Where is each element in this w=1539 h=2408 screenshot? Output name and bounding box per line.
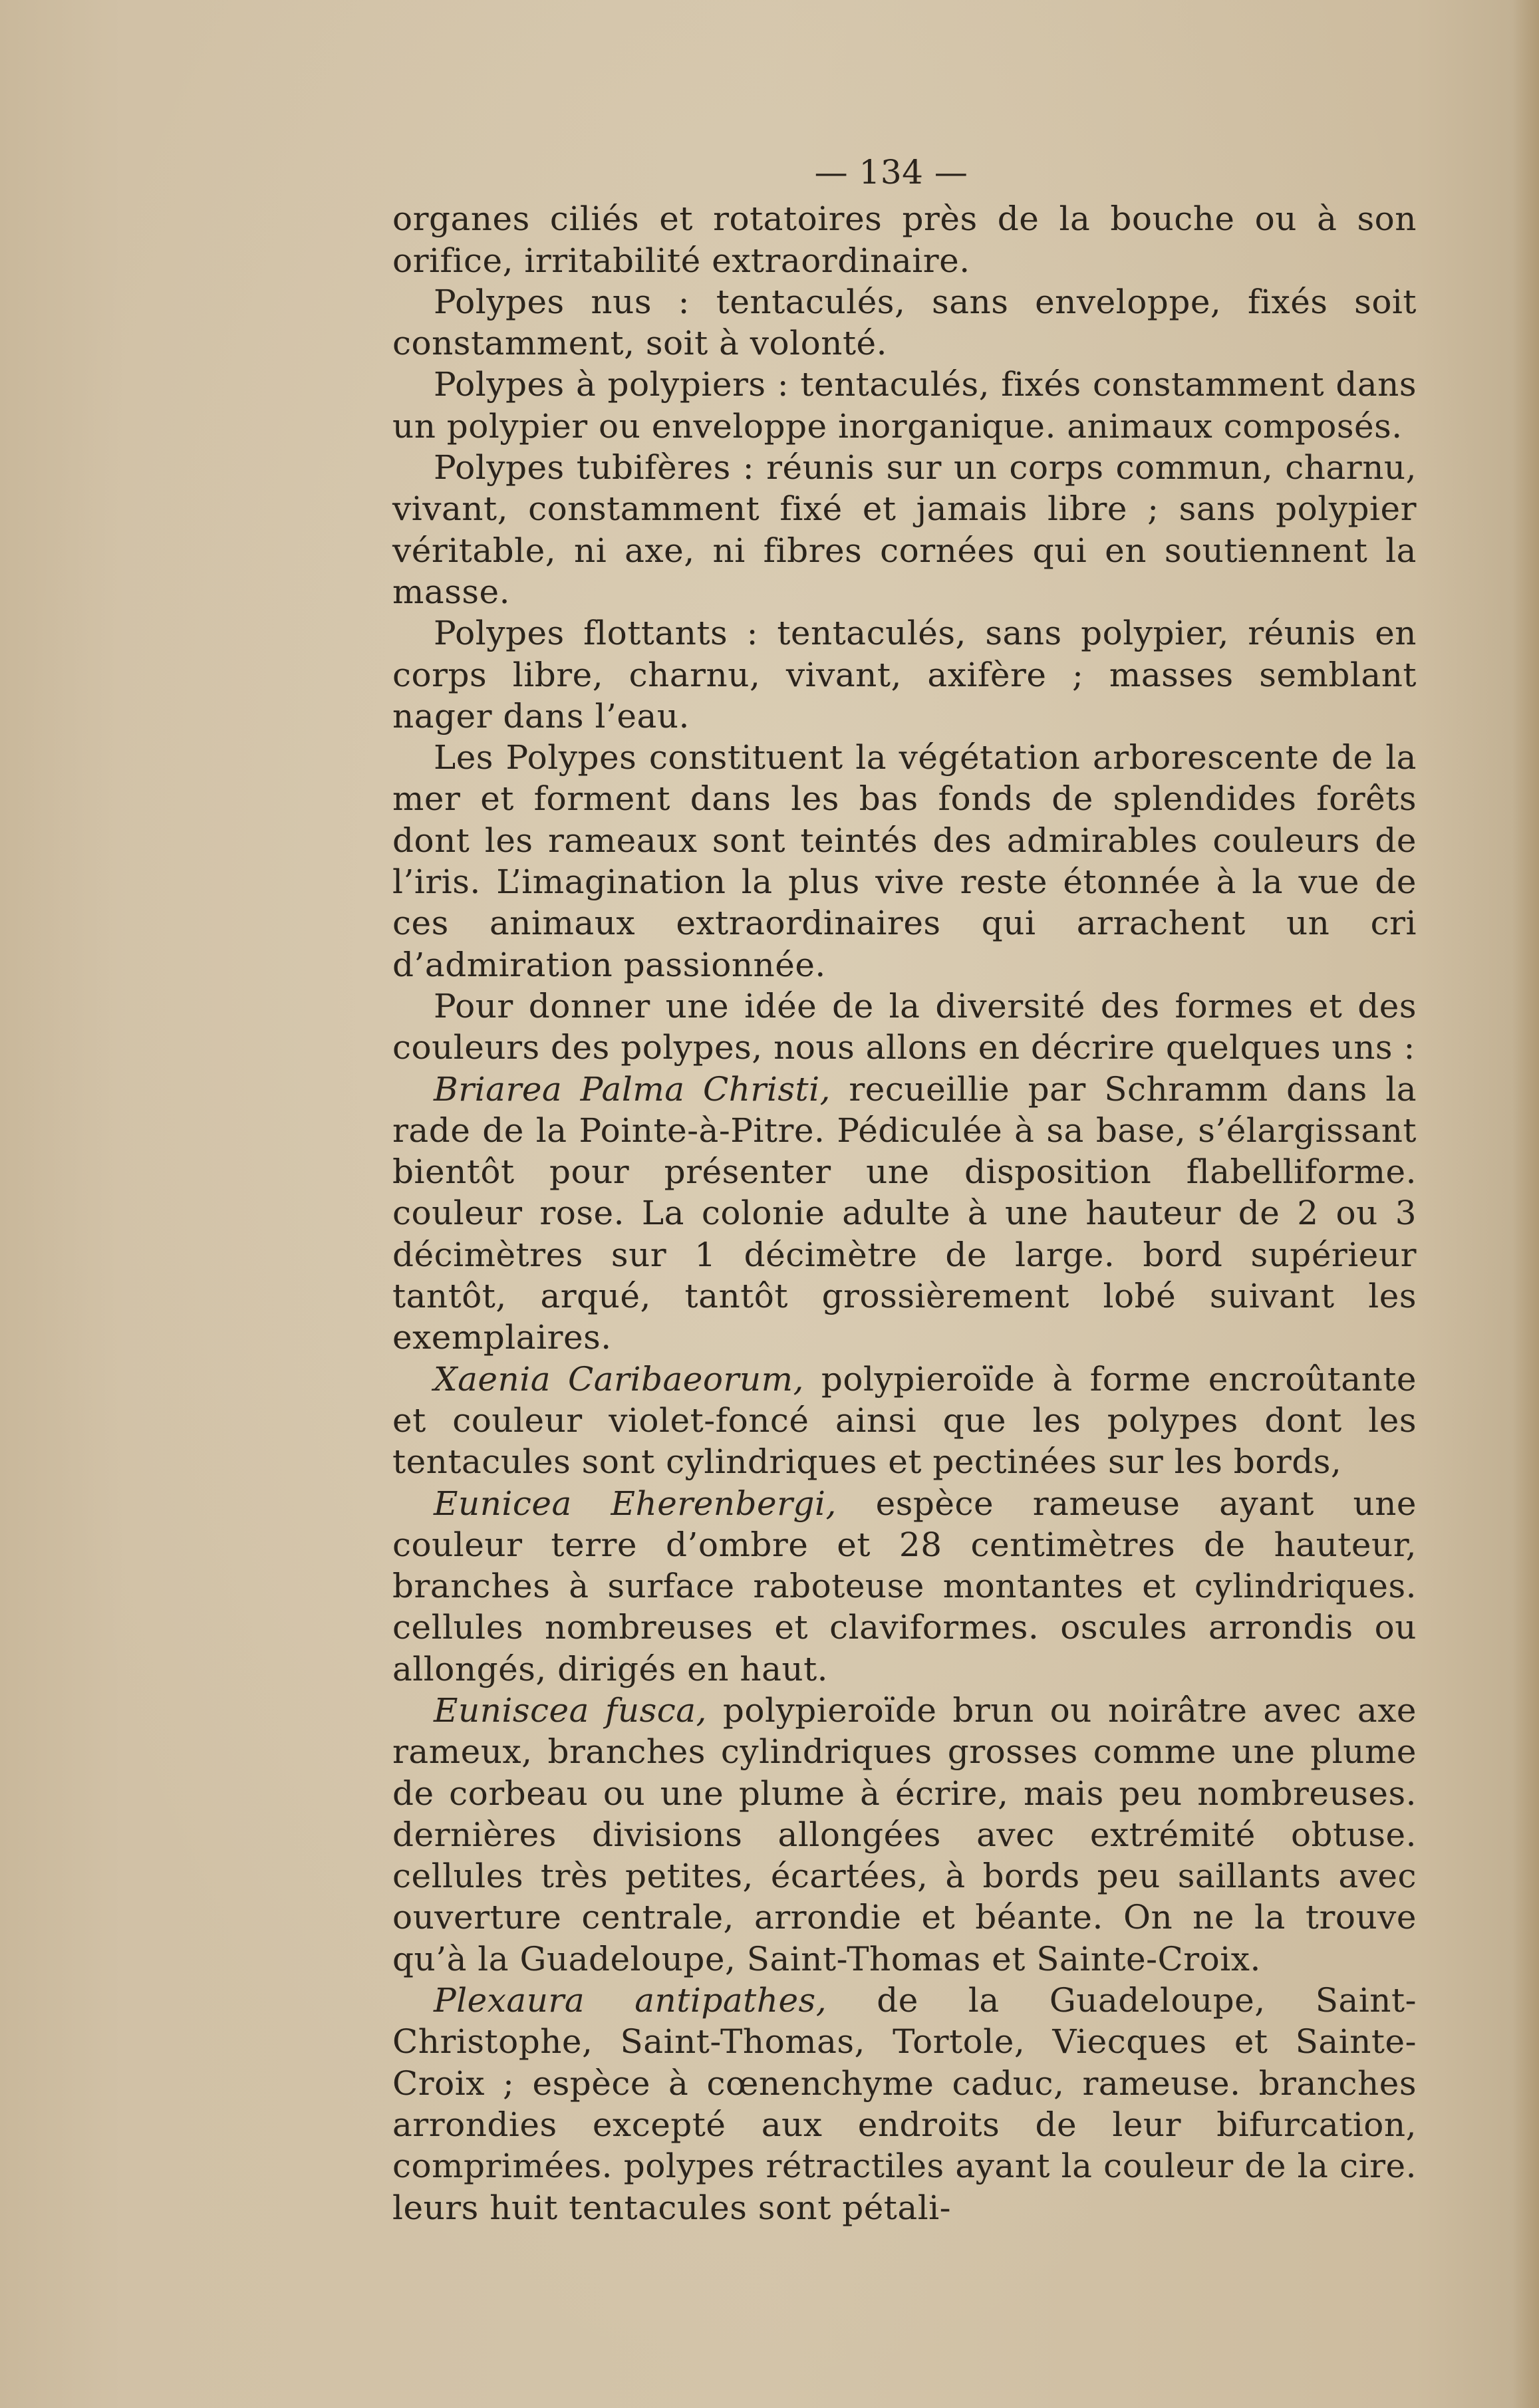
page-edge-shadow (1512, 0, 1539, 2408)
paragraph-text: Polypes tubifères : réunis sur un corps commun, charnu, vivant, constamment fixé et jamais libre ; sans polypier véritable, ni axe, ni fibres cornées qui en soutiennent la masse. (392, 448, 1417, 611)
paragraph (392, 612, 1417, 737)
paragraph-text: recueillie par Schramm dans la rade de la Pointe-à-Pitre. Pédiculée à sa base, s’élargissant bientôt pour présenter une disposition flabelliforme. couleur rose. La colonie adulte à une hauteur de 2 ou 3 décimètres sur 1 décimètre de large. bord supérieur tantôt, arqué, tantôt grossièrement lobé suivant les exemplaires. (392, 1069, 1417, 1357)
paragraph-text: espèce rameuse ayant une couleur terre d’ombre et 28 centimètres de hauteur, branches à surface raboteuse montantes et cylindriques. cellules nombreuses et claviformes. oscules arrondis ou allongés, dirigés en haut. (392, 1484, 1417, 1688)
species-name: Eunicea Eherenbergi, (434, 1484, 837, 1523)
paragraph (392, 281, 1417, 364)
text-column (392, 152, 1417, 2228)
species-name: Plexaura antipathes, (434, 1981, 827, 2020)
paragraph-text: polypieroïde brun ou noirâtre avec axe rameux, branches cylindriques grosses comme une plume de corbeau ou une plume à écrire, mais peu nombreuses. dernières divisions allongées avec extrémité obtuse. cellules très petites, écartées, à bords peu saillants avec ouverture centrale, arrondie et béante. On ne la trouve qu’à la Guadeloupe, Saint-Thomas et Sainte-Croix. (392, 1690, 1417, 1978)
paragraph-text: Polypes à polypiers : tentaculés, fixés constamment dans un polypier ou enveloppe inorganique. animaux composés. (392, 365, 1417, 446)
paragraph (392, 986, 1417, 1069)
paragraph (392, 198, 1417, 281)
paragraph (392, 1483, 1417, 1690)
paragraph-text: polypieroïde à forme encroûtante et couleur violet-foncé ainsi que les polypes dont les tentacules sont cylindriques et pectinées sur les bords, (392, 1359, 1417, 1482)
paragraph (392, 1980, 1417, 2228)
paragraph (392, 1359, 1417, 1483)
paragraph-text: de la Guadeloupe, Saint-Christophe, Saint-Thomas, Tortole, Viecques et Sainte-Croix ; espèce à cœnenchyme caduc, rameuse. branches arrondies excepté aux endroits de leur bifurcation, comprimées. polypes rétractiles ayant la couleur de la cire. leurs huit tentacules sont pétali- (392, 1981, 1417, 2227)
paragraph-text: Pour donner une idée de la diversité des formes et des couleurs des polypes, nous allons en décrire quelques uns : (392, 986, 1417, 1067)
paragraph-text: organes ciliés et rotatoires près de la bouche ou à son orifice, irritabilité extraordinaire. (392, 200, 1417, 280)
paragraph-text: Les Polypes constituent la végétation arborescente de la mer et forment dans les bas fonds de splendides forêts dont les rameaux sont teintés des admirables couleurs de l’iris. L’imagination la plus vive reste étonnée à la vue de ces animaux extraordinaires qui arrachent un cri d’admiration passionnée. (392, 738, 1417, 984)
paragraph (392, 447, 1417, 612)
paragraph (392, 364, 1417, 447)
paragraph-text: Polypes nus : tentaculés, sans enveloppe, fixés soit constamment, soit à volonté. (392, 282, 1417, 363)
paragraph (392, 1690, 1417, 1980)
species-name: Xaenia Caribaeorum, (434, 1359, 804, 1399)
page-number: — 134 — (814, 153, 968, 192)
paragraph-text: Polypes flottants : tentaculés, sans polypier, réunis en corps libre, charnu, vivant, axifère ; masses semblant nager dans l’eau. (392, 614, 1417, 736)
species-name: Briarea Palma Christi, (434, 1069, 831, 1109)
species-name: Euniscea fusca, (434, 1690, 707, 1730)
paragraph (392, 737, 1417, 986)
paragraph (392, 1069, 1417, 1359)
